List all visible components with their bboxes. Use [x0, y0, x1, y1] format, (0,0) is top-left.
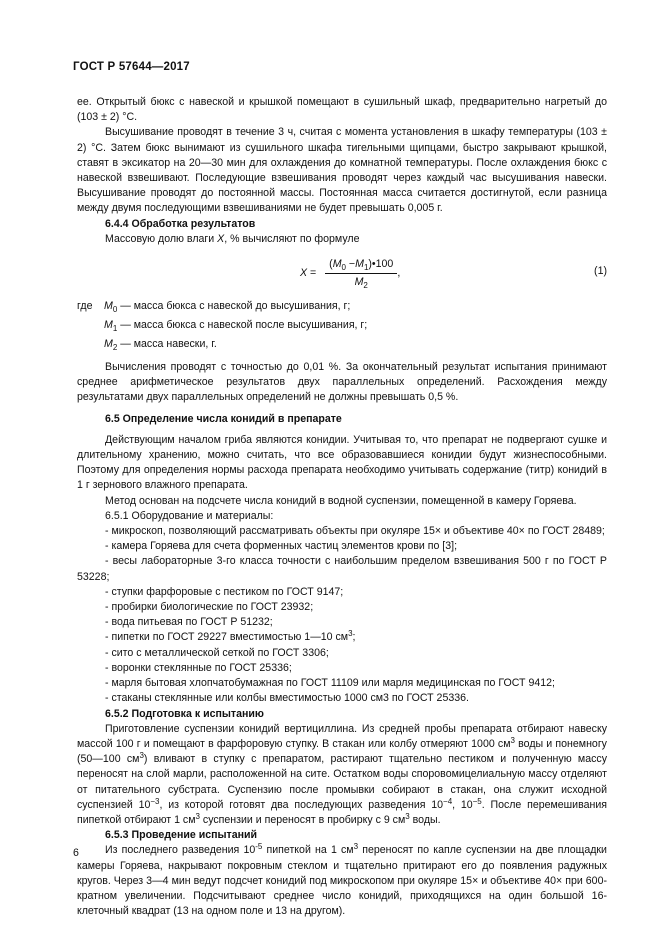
formula-number: (1) [594, 265, 607, 278]
list-item: - марля бытовая хлопчатобумажная по ГОСТ 11109 или марля медицинская по ГОСТ 9412; [105, 677, 555, 690]
list-item: - ступки фарфоровые с пестиком по ГОСТ 9147; [105, 585, 344, 598]
list-item: - камера Горяева для счета форменных частиц элементов крови по [3]; [105, 540, 458, 553]
variable-definitions [77, 299, 607, 356]
variable-definition: $M_2$ — масса навески, г. [104, 338, 217, 353]
section-heading-6-5-3: 6.5.3 Проведение испытаний [105, 829, 258, 842]
list-item: - вода питьевая по ГОСТ Р 51232; [105, 616, 273, 629]
formula-numerator: ($M_0$ $-M_1)•100$ [325, 257, 397, 274]
section-heading-6-4-4: 6.4.4 Обработка результатов [105, 217, 256, 230]
variable-definition: где $M_0$ — масса бюкса с навеской до высушивания, г; [77, 300, 351, 315]
formula-row [77, 251, 607, 297]
formula: X = $\frac{(M_0 -M_1)•100}{M_2}$ , [300, 258, 401, 291]
list-item: - пипетки по ГОСТ 29227 вместимостью 1—10 $см^3$; [105, 629, 356, 644]
paragraph-2: Высушивание проводят в течение 3 ч, считая с момента установления в шкафу температуры (103 ± 2) °С. Затем бюкс вынимают из сушильного шкафа тигельными щипцами, быстро закрывают крышкой, ставят в эксикатор на 20—30 мин для охлаждения до комнатной температуры. После охлаждения бюкс с навеской взвешивают. Последующие взвешивания проводят через каждый час высушивания навески. Высушивание проводят до постоянной массы. Постоянная масса считается достигнутой, если разница между двумя последующими взвешиваниями не будет превышать 0,005 г. [77, 126, 607, 215]
paragraph-3: Массовую долю влаги X, % вычисляют по формуле [105, 232, 360, 245]
paragraph-5: Действующим началом гриба являются конидии. Учитывая то, что препарат не подвергают сушке и длительному хранению, можно считать, что все образовавшиеся конидии будут жизнеспособными. Поэтому для определения нормы расхода препарата необходимо учитывать содержание (титр) конидий в 1 г зернового влажного препарата. [77, 433, 607, 492]
paragraph-4: Вычисления проводят с точностью до 0,01 %. За окончательный результат испытания принимают среднее арифметическое результатов двух параллельных определений. Расхождения между результатами двух параллельных определений не должны превышать 0,5 %. [77, 361, 607, 404]
page-number: 6 [73, 847, 79, 859]
paragraph-6-5-1: 6.5.1 Оборудование и материалы: [105, 509, 274, 522]
document-header: ГОСТ Р 57644—2017 [73, 61, 190, 73]
paragraph-6: Метод основан на подсчете числа конидий в водной суспензии, помещенной в камеру Горяева. [105, 494, 577, 507]
section-heading-6-5-2: 6.5.2 Подготовка к испытанию [105, 707, 264, 720]
paragraph-9: Из последнего разведения $10^{-5}$ пипеткой на 1 $см^3$ переносят по капле суспензии на две площадки камеры Горяева, накрывают покровным стеклом и тщательно притирают его до появления радужных кругов. Через 3—4 мин ведут подсчет конидий под микроскопом при окуляре 15× и объективе 40× при 600-кратном увеличении. Подсчитывают среднее число конидий, приходящихся на один большой 16-клеточный квадрат (13 на одном поле и 13 на другом). [77, 842, 607, 918]
list-item: - сито с металлической сеткой по ГОСТ 3306; [105, 646, 329, 659]
formula-fraction [325, 257, 397, 290]
list-item: - пробирки биологические по ГОСТ 23932; [105, 601, 314, 614]
paragraph-1: ее. Открытый бюкс с навеской и крышкой помещают в сушильный шкаф, предварительно нагретый до (103 ± 2) °С. [77, 96, 607, 124]
list-item: - весы лабораторные 3-го класса точности с наибольшим пределом взвешивания 500 г по ГОСТ Р 53228; [77, 555, 607, 583]
list-item: - стаканы стеклянные или колбы вместимостью 1000 см3 по ГОСТ 25336. [105, 692, 469, 705]
paragraph-8: Приготовление суспензии конидий вертициллина. Из средней пробы препарата отбирают навеску массой 100 г и помещают в фарфоровую ступку. В стакан или колбу отмеряют 1000 $см^3$ воды и понемногу (50—100 $см^3$) вливают в ступку с препаратом, растирают тщательно пестиком и полученную массу переносят на слой марли, расположенной на сите. Остатком воды споровомицелиальную массу отделяют от питательного субстрата. Суспензию после промывки собирают в стакан, она служит исходной суспензией $10^{-3}$, из которой готовят два последующих разведения $10^{-4}$, $10^{-5}$. После перемешивания пипеткой отбирают 1 $см^3$ суспензии и переносят в пробирку с 9 $см^3$ воды. [77, 722, 608, 826]
list-item: - воронки стеклянные по ГОСТ 25336; [105, 661, 292, 674]
formula-denominator: $M_2$ [354, 276, 368, 291]
variable-definition: $M_1$ — масса бюкса с навеской после высушивания, г; [104, 319, 368, 334]
page-body [77, 95, 607, 919]
list-item: - микроскоп, позволяющий рассматривать объекты при окуляре 15× и объективе 40× по ГОСТ 28489; [105, 525, 605, 538]
section-heading-6-5: 6.5 Определение числа конидий в препарате [105, 412, 342, 425]
